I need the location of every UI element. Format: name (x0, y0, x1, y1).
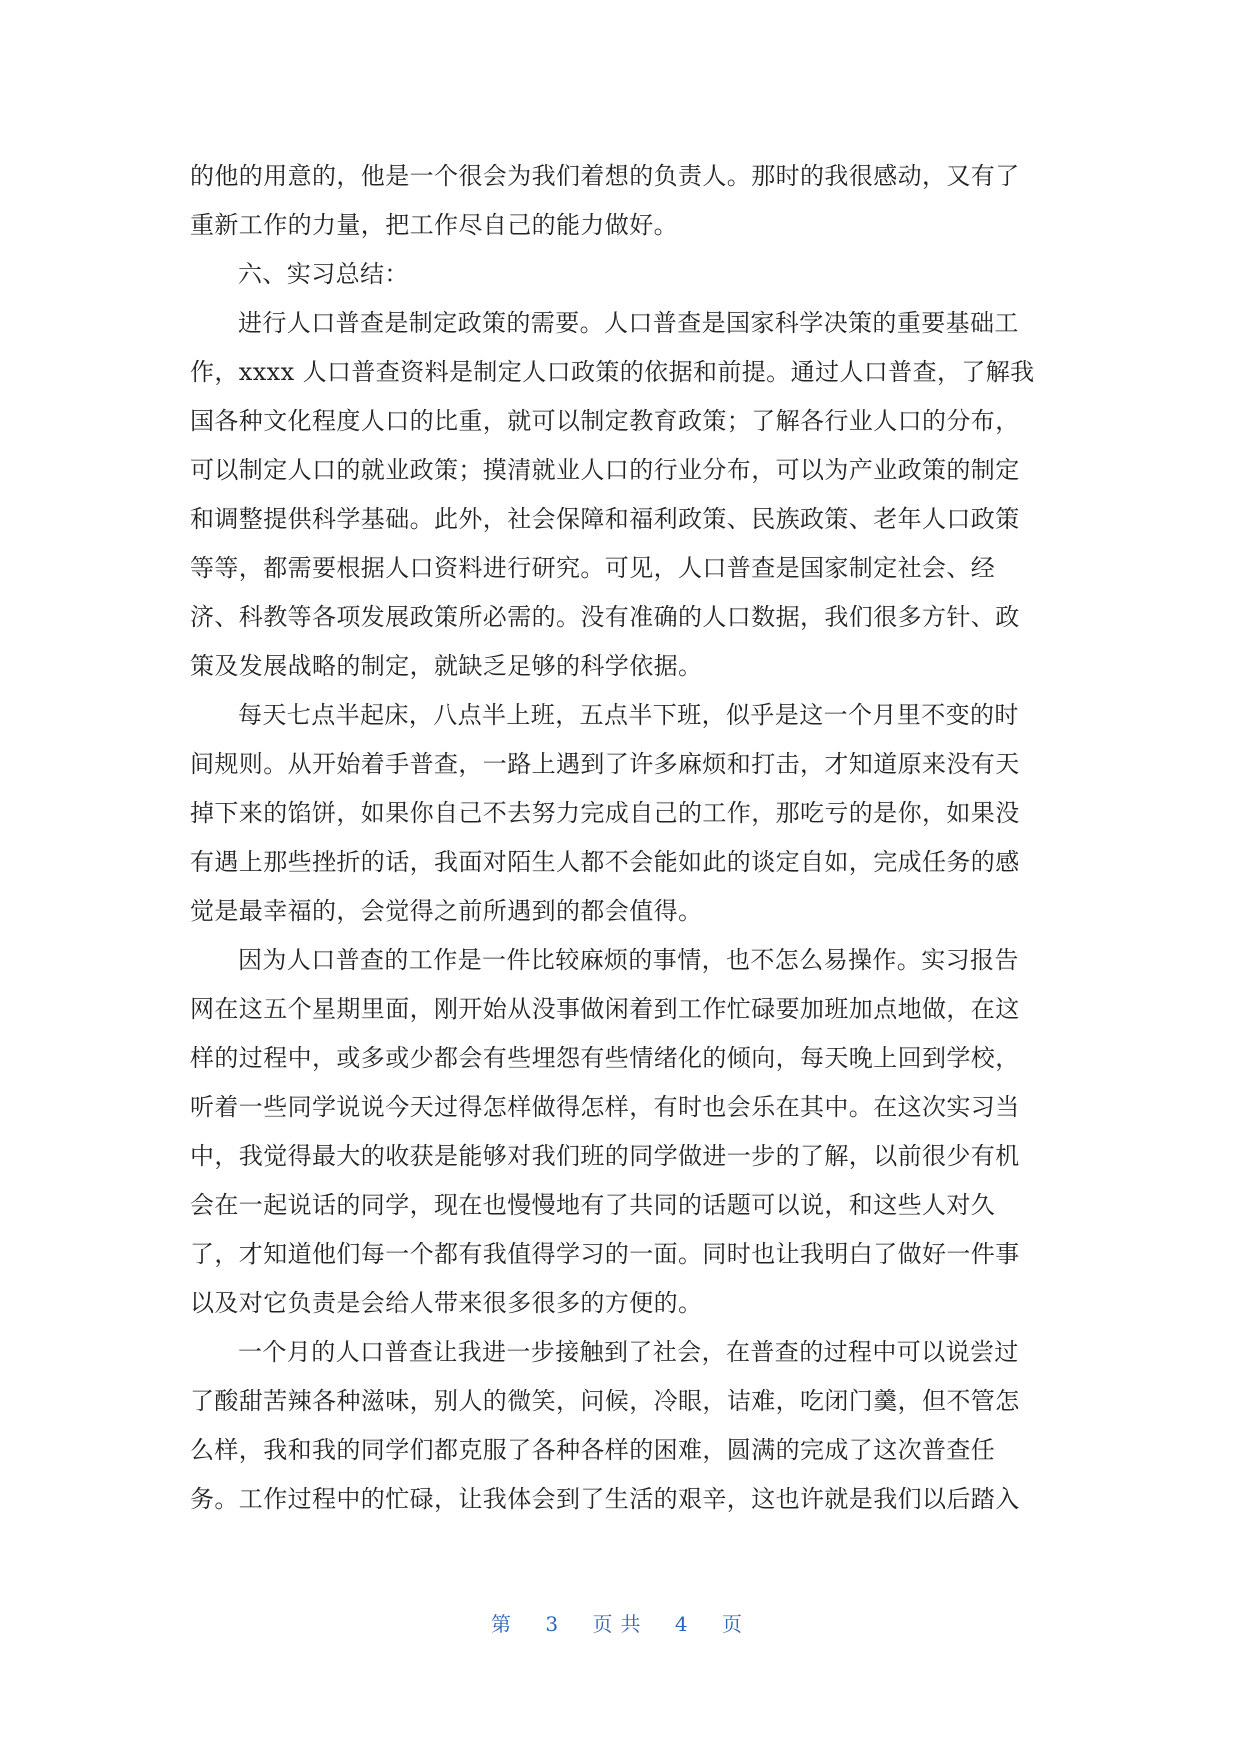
footer-label-of: 页共 (592, 1612, 649, 1636)
text-line: 一个月的人口普查让我进一步接触到了社会，在普查的过程中可以说尝过 (238, 1338, 1019, 1366)
text-line: 作，xxxx 人口普查资料是制定人口政策的依据和前提。通过人口普查，了解我 (190, 358, 1035, 386)
text-line: 和调整提供科学基础。此外，社会保障和福利政策、民族政策、老年人口政策 (190, 505, 1020, 533)
text-line: 么样，我和我的同学们都克服了各种各样的困难，圆满的完成了这次普查任 (190, 1436, 996, 1464)
text-line: 以及对它负责是会给人带来很多很多的方便的。 (190, 1289, 703, 1317)
text-line: 中，我觉得最大的收获是能够对我们班的同学做进一步的了解，以前很少有机 (190, 1142, 1020, 1170)
text-line: 重新工作的力量，把工作尽自己的能力做好。 (190, 211, 678, 239)
text-line: 有遇上那些挫折的话，我面对陌生人都不会能如此的谈定自如，完成任务的感 (190, 848, 1020, 876)
document-body (190, 152, 1050, 1524)
section-heading: 六、实习总结： (238, 260, 409, 288)
text-line: 务。工作过程中的忙碌，让我体会到了生活的艰辛，这也许就是我们以后踏入 (190, 1485, 1020, 1513)
text-line: 了，才知道他们每一个都有我值得学习的一面。同时也让我明白了做好一件事 (190, 1240, 1020, 1268)
text-line: 济、科教等各项发展政策所必需的。没有准确的人口数据，我们很多方针、政 (190, 603, 1020, 631)
text-line: 会在一起说话的同学，现在也慢慢地有了共同的话题可以说，和这些人对久 (190, 1191, 996, 1219)
text-line: 可以制定人口的就业政策；摸清就业人口的行业分布，可以为产业政策的制定 (190, 456, 1020, 484)
text-line: 策及发展战略的制定，就缺乏足够的科学依据。 (190, 652, 703, 680)
text-line: 觉是最幸福的，会觉得之前所遇到的都会值得。 (190, 897, 703, 925)
text-line: 了酸甜苦辣各种滋味，别人的微笑，问候，冷眼，诘难，吃闭门羹，但不管怎 (190, 1387, 1020, 1415)
text-line: 样的过程中，或多或少都会有些埋怨有些情绪化的倾向，每天晚上回到学校， (190, 1044, 1020, 1072)
page-footer (0, 1608, 1241, 1637)
footer-current-page: 3 (545, 1612, 567, 1636)
footer-label-page: 第 (491, 1612, 520, 1636)
text-line: 进行人口普查是制定政策的需要。人口普查是国家科学决策的重要基础工 (238, 309, 1019, 337)
text-line: 间规则。从开始着手普查，一路上遇到了许多麻烦和打击，才知道原来没有天 (190, 750, 1020, 778)
text-line: 等等，都需要根据人口资料进行研究。可见，人口普查是国家制定社会、经 (190, 554, 996, 582)
text-line: 的他的用意的，他是一个很会为我们着想的负责人。那时的我很感动，又有了 (190, 162, 1020, 190)
text-line: 每天七点半起床，八点半上班，五点半下班，似乎是这一个月里不变的时 (238, 701, 1019, 729)
text-line: 国各种文化程度人口的比重，就可以制定教育政策；了解各行业人口的分布， (190, 407, 1020, 435)
footer-label-end: 页 (721, 1612, 750, 1636)
text-line: 因为人口普查的工作是一件比较麻烦的事情，也不怎么易操作。实习报告 (238, 946, 1019, 974)
text-line: 网在这五个星期里面，刚开始从没事做闲着到工作忙碌要加班加点地做，在这 (190, 995, 1020, 1023)
footer-total-pages: 4 (674, 1612, 696, 1636)
text-line: 听着一些同学说说今天过得怎样做得怎样，有时也会乐在其中。在这次实习当 (190, 1093, 1020, 1121)
text-line: 掉下来的馅饼，如果你自己不去努力完成自己的工作，那吃亏的是你，如果没 (190, 799, 1020, 827)
